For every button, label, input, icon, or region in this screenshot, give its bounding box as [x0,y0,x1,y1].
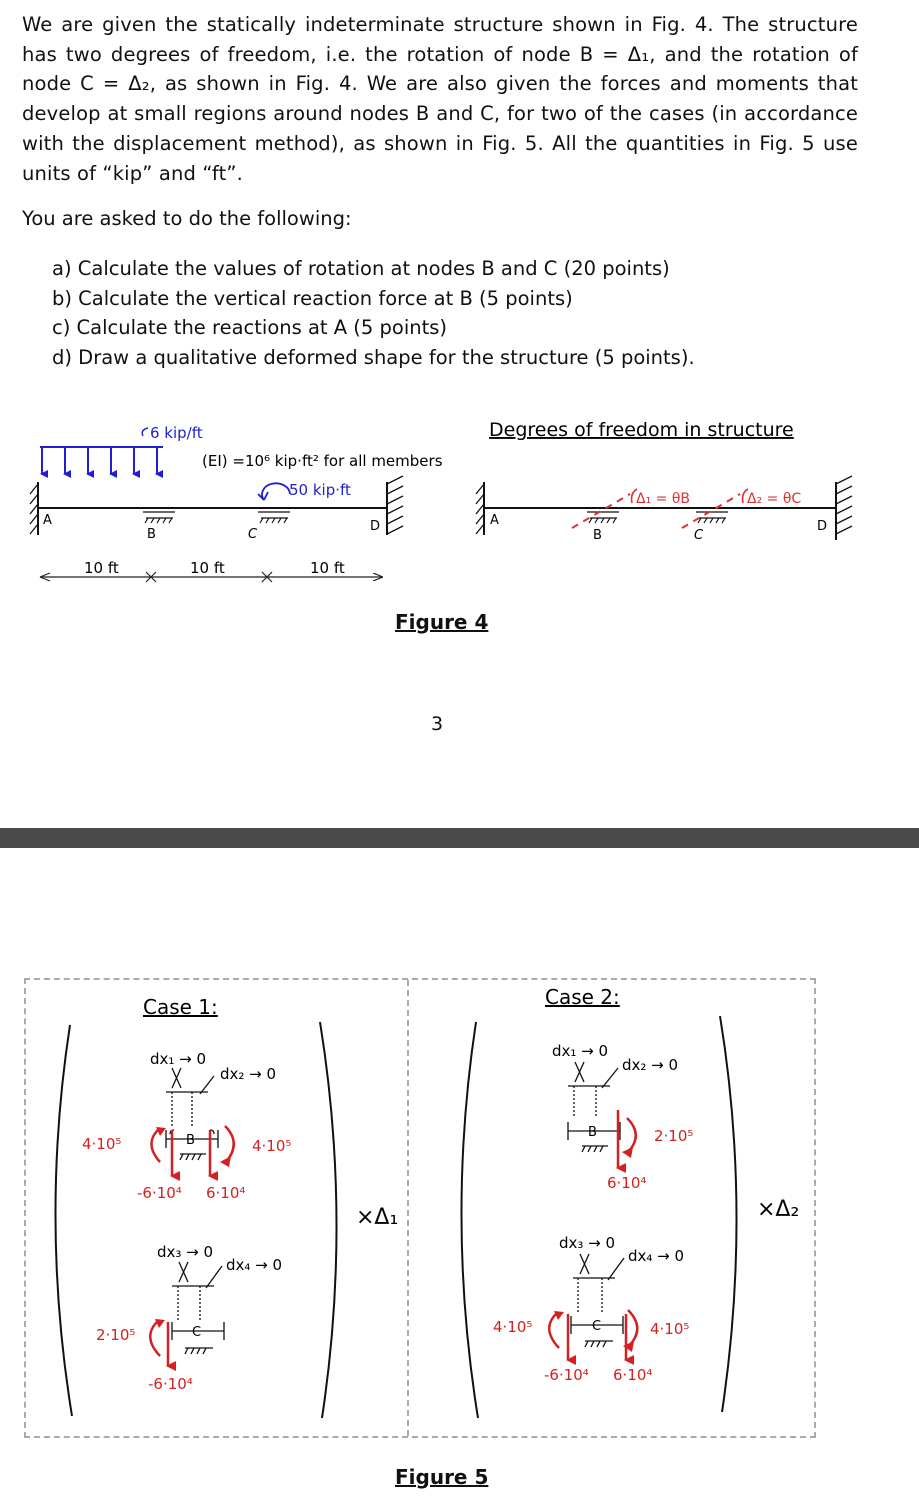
dof-title: Degrees of freedom in structure [489,419,794,441]
dof-node-b: B [593,528,602,543]
case2-b-force-right: 6·10⁴ [607,1174,647,1192]
case-1-title: Case 1: [143,995,218,1019]
case1-node-b: B [186,1133,195,1148]
distributed-load [40,428,163,474]
case1-b-moment-left: 4·10⁵ [82,1135,122,1153]
case1-dx1: dx₁ → 0 [150,1050,207,1068]
case2-dx3: dx₃ → 0 [559,1234,616,1252]
moment-label: 50 kip·ft [289,481,351,499]
span-cd: 10 ft [310,559,345,577]
case2-c-force-left: -6·10⁴ [544,1366,589,1384]
dof-node-d: D [817,519,828,534]
applied-moment [258,483,290,500]
load-label: 6 kip/ft [150,424,203,442]
case1-c-detail [172,1262,224,1354]
figure-4-label: Figure 4 [395,610,489,634]
task-c: c) Calculate the reactions at A (5 points) [52,316,448,340]
figure-5-label: Figure 5 [395,1465,489,1489]
case-1-paren-right [320,1022,337,1418]
intro-text: We are given the statically indeterminate structure shown in Fig. 4. The structure has two degrees of freedom, i.e. the rotation of node B = Δ₁, and the rotation of node C = Δ₂, as shown in Fig. 4. We are also given the forces and moments that develop at small regions around nodes B and C, for two of the cases (in accordance with the displacement method), as shown in Fig. 5. All the quantities in Fig. 5 use units of “kip” and “ft”. [22,13,858,185]
dof-tangent-c [682,494,740,528]
case2-dx4: dx₄ → 0 [628,1247,685,1265]
node-b-label: B [147,527,156,542]
task-d: d) Draw a qualitative deformed shape for the structure (5 points). [52,346,695,370]
case2-b-moment-right-arrow [627,1118,636,1152]
beam-left [30,424,443,582]
case-1 [55,995,398,1418]
case1-b-moment-right: 4·10⁵ [252,1137,292,1155]
case2-b-moment-right: 2·10⁵ [654,1127,694,1145]
dof1-label: Δ₁ = θB [636,491,690,507]
case2-c-moment-left: 4·10⁵ [493,1318,533,1336]
case1-c-force-left: -6·10⁴ [148,1375,193,1393]
page-divider [0,828,919,848]
case1-dx3: dx₃ → 0 [157,1243,214,1261]
case1-node-c: C [192,1325,202,1340]
span-ab: 10 ft [84,559,119,577]
page-number: 3 [431,713,444,735]
beam-dof [476,419,852,543]
case1-b-force-right: 6·10⁴ [206,1184,246,1202]
case2-node-c: C [592,1319,602,1334]
span-bc: 10 ft [190,559,225,577]
support-c [258,512,290,523]
case2-c-force-right: 6·10⁴ [613,1366,653,1384]
case-2-title: Case 2: [545,985,620,1009]
case2-multiplier: ×Δ₂ [757,1197,800,1222]
task-list [52,254,695,373]
case2-c-moment-right: 4·10⁵ [650,1320,690,1338]
case1-dx2: dx₂ → 0 [220,1065,277,1083]
case-2-paren-right [720,1016,737,1412]
figure-5-diagram [0,978,919,1438]
task-a: a) Calculate the values of rotation at nodes B and C (20 points) [52,257,670,280]
case1-b-force-left: -6·10⁴ [137,1184,182,1202]
node-a-label: A [43,513,52,528]
case-1-paren-left [55,1025,72,1416]
case1-b-moment-right-arrow [225,1126,234,1162]
dof-node-c: C [694,528,704,543]
case2-node-b: B [588,1125,597,1140]
case-2 [461,985,799,1418]
case-2-paren-left [461,1022,478,1418]
case1-dx4: dx₄ → 0 [226,1256,283,1274]
support-b [143,512,175,523]
dof-node-a: A [490,513,499,528]
intro-paragraph [22,10,858,188]
case2-dx1: dx₁ → 0 [552,1042,609,1060]
case2-c-moment-right-arrow [628,1310,637,1346]
case1-multiplier: ×Δ₁ [356,1205,399,1230]
dof2-label: Δ₂ = θC [747,491,802,507]
task-b: b) Calculate the vertical reaction force at B (5 points) [52,286,573,310]
ask-line: You are asked to do the following: [22,207,352,230]
figure-4-diagram [0,410,919,600]
node-d-label: D [370,519,381,534]
ei-note: (EI) =10⁶ kip·ft² for all members [202,452,443,470]
case1-c-moment-left: 2·10⁵ [96,1326,136,1344]
node-c-label: C [248,527,258,542]
case2-dx2: dx₂ → 0 [622,1056,679,1074]
